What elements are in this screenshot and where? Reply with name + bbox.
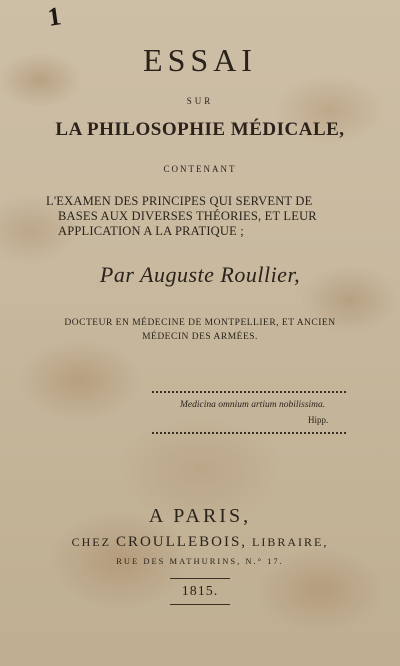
year-rule-top xyxy=(170,578,230,579)
imprint-year: 1815. xyxy=(181,584,219,599)
description-line-3: APPLICATION A LA PRATIQUE ; xyxy=(58,224,244,238)
book-title: ESSAI xyxy=(143,42,257,78)
publisher-prefix: CHEZ xyxy=(71,535,111,549)
publisher-name: CROULLEBOIS, xyxy=(115,534,248,550)
ornamental-rule-top xyxy=(152,391,346,393)
imprint-city: A PARIS, xyxy=(148,505,252,527)
author-name: Par Auguste Roullier, xyxy=(99,262,301,287)
imprint-address: RUE DES MATHURINS, N.° 17. xyxy=(116,556,284,566)
description-line-1: L'EXAMEN DES PRINCIPES QUI SERVENT DE xyxy=(46,194,313,208)
author-qualification-2: MÉDECIN DES ARMÉES. xyxy=(142,332,258,342)
book-subtitle: LA PHILOSOPHIE MÉDICALE, xyxy=(55,119,345,140)
year-rule-bottom xyxy=(170,604,230,605)
author-qualification-1: DOCTEUR EN MÉDECINE DE MONTPELLIER, ET ANCIEN xyxy=(64,318,336,328)
description-line-2: BASES AUX DIVERSES THÉORIES, ET LEUR xyxy=(58,209,317,223)
title-connector: SUR xyxy=(186,96,214,106)
epigraph-quote: Medicina omnium artium nobilissima. xyxy=(180,400,326,410)
contents-label: CONTENANT xyxy=(163,164,237,174)
handwritten-mark: 1 xyxy=(45,1,63,32)
imprint-publisher xyxy=(50,534,350,551)
ornamental-rule-bottom xyxy=(152,432,346,434)
publisher-suffix: LIBRAIRE, xyxy=(252,535,329,549)
epigraph-source: Hipp. xyxy=(308,415,329,425)
